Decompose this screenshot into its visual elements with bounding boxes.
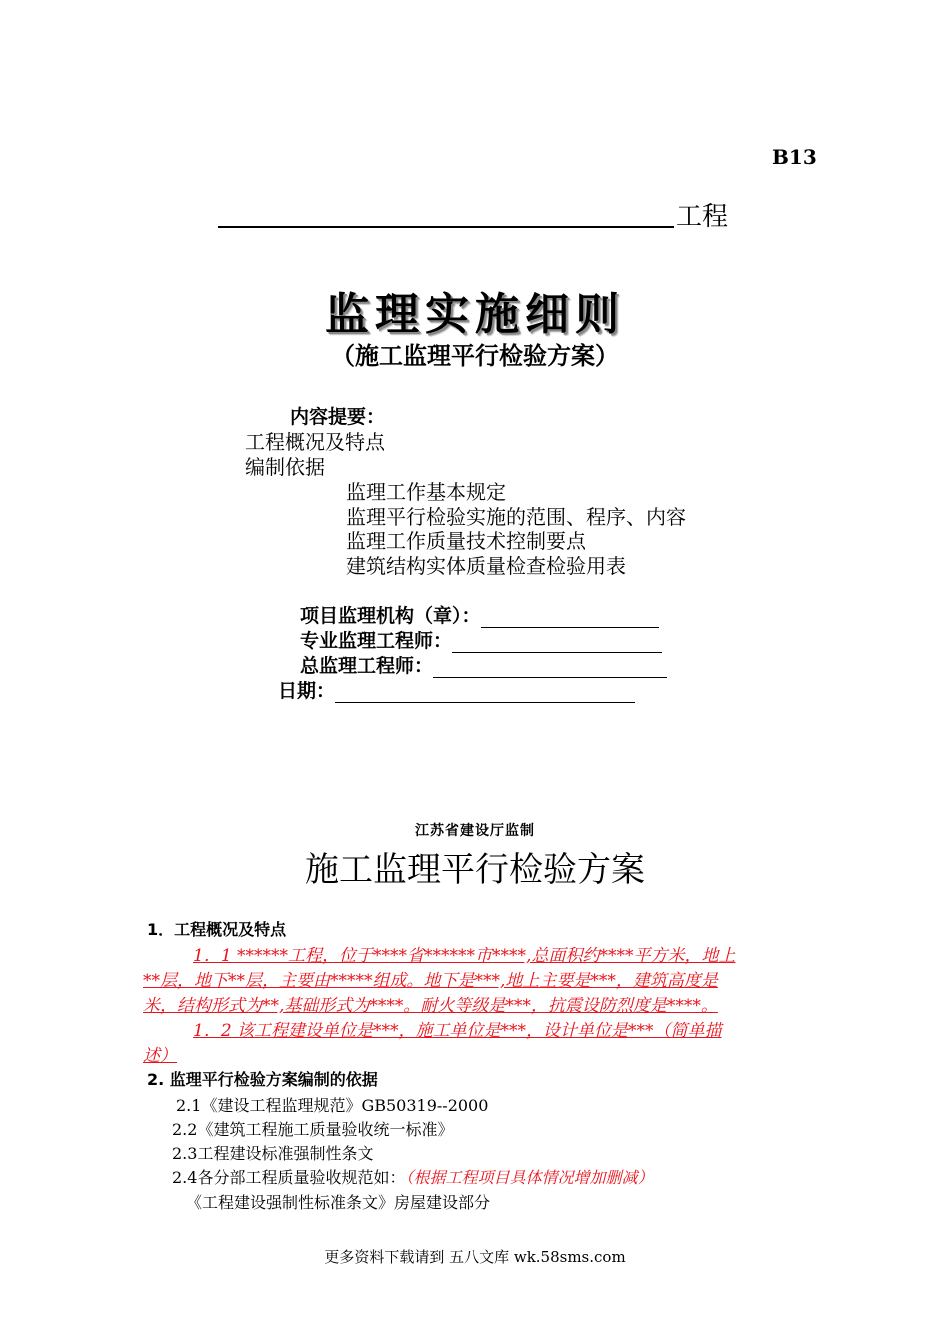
- section-1-line: 米，结构形式为**,基础形式为****。耐火等级是***，抗震设防烈度是****。: [143, 996, 718, 1016]
- basis-item: 2.3工程建设标准强制性条文: [172, 1144, 374, 1163]
- basis-item: 2.1《建设工程监理规范》GB50319--2000: [176, 1096, 489, 1115]
- signature-chief-label: 总监理工程师：: [300, 655, 434, 677]
- section-1-line: 1．1 ******工程，位于****省******市****,总面积约****平方米，地上: [193, 946, 736, 966]
- toc-item: 工程概况及特点: [245, 430, 385, 454]
- basis-item-with-note: [172, 1165, 653, 1188]
- document-title: 施工监理平行检验方案: [305, 850, 645, 890]
- basis-item: 2.2《建筑工程施工质量验收统一标准》: [172, 1120, 454, 1139]
- toc-item: 监理平行检验实施的范围、程序、内容: [346, 505, 686, 529]
- footer-text: 更多资料下载请到 五八文库 wk.58sms.com: [324, 1248, 626, 1266]
- document-code: B13: [772, 145, 817, 169]
- toc-heading: 内容提要：: [290, 406, 386, 428]
- signature-engineer-label: 专业监理工程师：: [300, 630, 453, 652]
- main-title: 监理实施细则: [325, 289, 625, 340]
- basis-item: 2.4各分部工程质量验收规范如：: [172, 1168, 406, 1187]
- section-1-line: 1．2 该工程建设单位是***，施工单位是***，设计单位是***（简单描: [193, 1021, 722, 1041]
- signature-date-field[interactable]: [335, 684, 635, 703]
- section-1-line: **层，地下**层，主要由*****组成。地下是***,地上主要是***，建筑高度是: [143, 971, 718, 991]
- signature-date-row: [278, 676, 635, 703]
- subtitle: （施工监理平行检验方案）: [331, 341, 619, 370]
- toc-item: 监理工作基本规定: [346, 480, 506, 504]
- basis-note: （根据工程项目具体情况增加删减）: [405, 1168, 654, 1187]
- toc-item: 建筑结构实体质量检查检验用表: [346, 554, 626, 578]
- section-2-heading: 2. 监理平行检验方案编制的依据: [147, 1070, 378, 1089]
- signature-engineer-row: [300, 626, 662, 653]
- signature-date-label: 日期：: [278, 680, 336, 702]
- supervisor-note: 江苏省建设厅监制: [415, 823, 535, 839]
- toc-item: 监理工作质量技术控制要点: [346, 529, 586, 553]
- project-suffix: 工程: [676, 202, 729, 232]
- signature-org-label: 项目监理机构（章）：: [300, 605, 481, 627]
- section-1-heading: 1．工程概况及特点: [147, 920, 287, 939]
- project-name-blank: [218, 226, 674, 228]
- signature-chief-row: [300, 651, 667, 678]
- signature-org-row: [300, 601, 659, 628]
- section-1-line: 述）: [143, 1046, 177, 1066]
- toc-item: 编制依据: [245, 455, 325, 479]
- basis-extra: 《工程建设强制性标准条文》房屋建设部分: [186, 1193, 491, 1212]
